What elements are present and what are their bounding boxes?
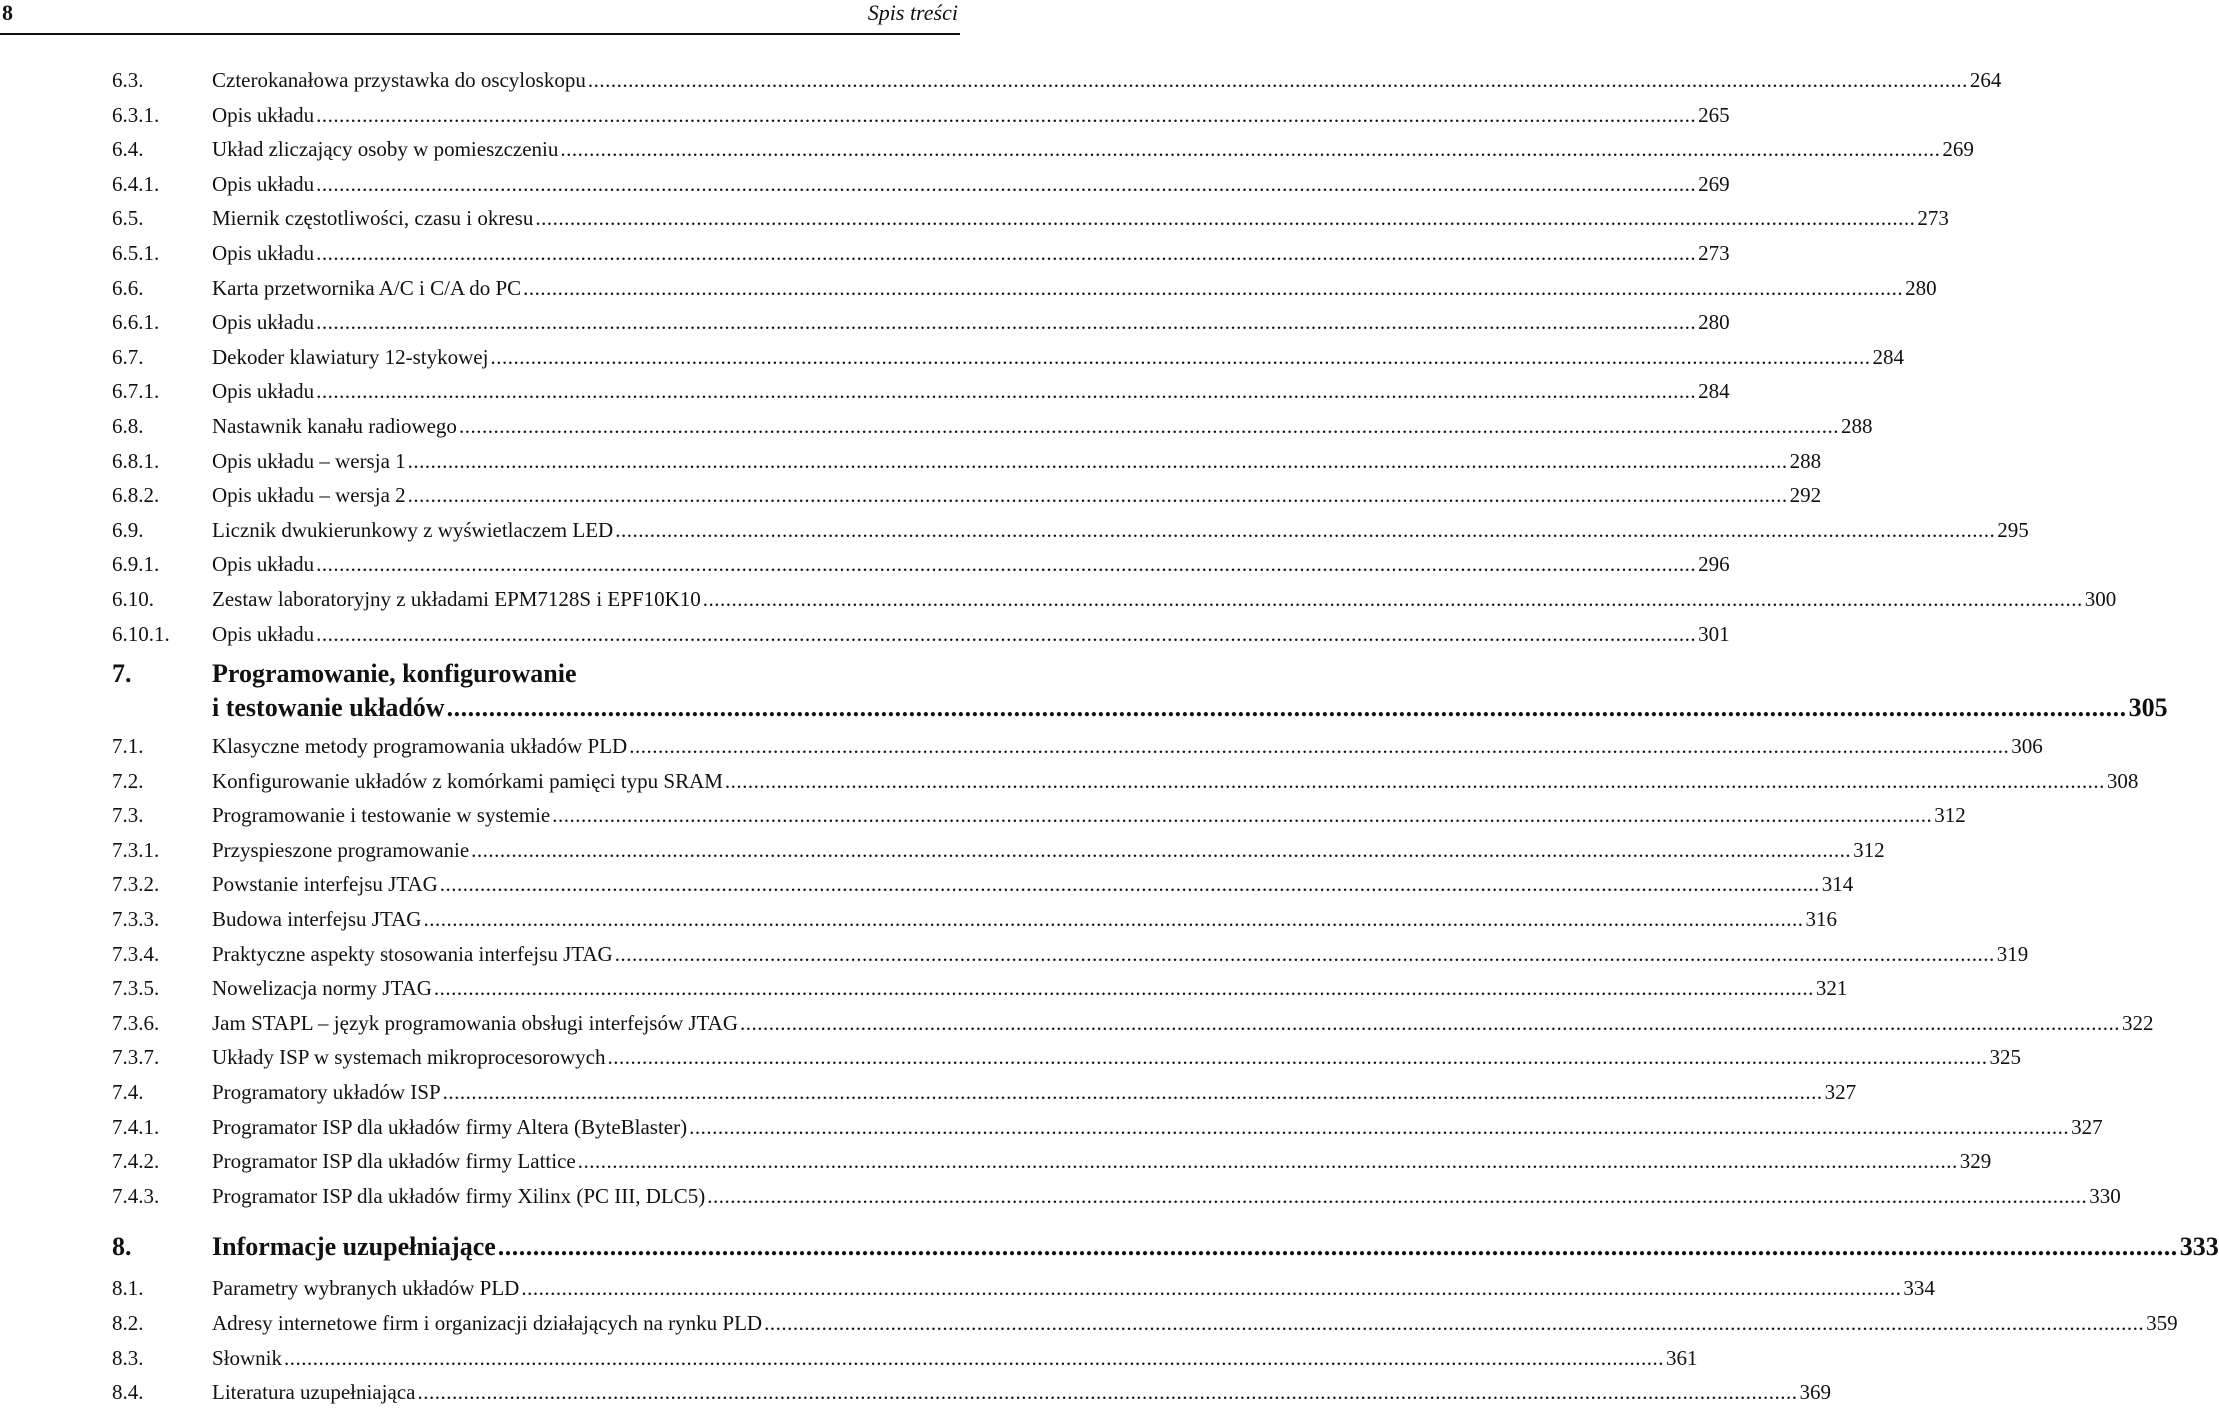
entry-title: Powstanie interfejsu JTAG [212,872,438,897]
entry-number: 6.8. [112,413,144,438]
entry-page: 319 [1996,941,2029,966]
entry-title: Licznik dwukierunkowy z wyświetlaczem LED [212,517,614,542]
entry-page: 322 [2122,1010,2154,1035]
entry-number: 7.4.2. [112,1149,160,1174]
page-number: 8 [2,0,13,25]
toc-entry[interactable] [112,444,1822,479]
entry-page: 264 [1969,68,2002,92]
toc-entry[interactable] [112,167,1730,202]
entry-title: Czterokanałowa przystawka do oscyloskopu [212,68,586,92]
entry-title: Dekoder klawiatury 12-stykowej [212,344,489,369]
entry-page: 301 [1698,621,1730,646]
dot-leader [740,1006,2120,1041]
entry-number: 6.8.1. [112,448,160,473]
toc-entry[interactable] [112,201,1949,236]
entry-number: 8.2. [112,1311,144,1335]
entry-page: 269 [1942,137,1974,162]
toc-entry[interactable] [112,902,1837,937]
entry-number: 7.3.2. [112,872,160,897]
entry-page: 269 [1698,171,1730,196]
toc-entry[interactable] [112,1144,1992,1179]
entry-title: Opis układu – wersja 2 [212,483,406,508]
dot-leader [588,63,1968,98]
entry-page: 280 [1905,275,1937,300]
entry-title: Nowelizacja normy JTAG [212,976,432,1001]
entry-number: 7.3.7. [112,1045,160,1070]
entry-page: 316 [1805,907,1837,932]
entry-page: 292 [1789,483,1822,508]
entry-number: 6.9.1. [112,552,160,577]
chapter-page: 305 [2128,693,2168,723]
dot-leader [471,833,1851,868]
toc-entry[interactable] [112,1306,2178,1341]
entry-title: Opis układu – wersja 1 [212,448,406,473]
entry-title: Zestaw laboratoryjny z układami EPM7128S i EPF10K10 [212,586,701,611]
entry-title: Układy ISP w systemach mikroprocesorowych [212,1045,606,1070]
dot-leader [316,236,1696,271]
entry-number: 7.3.1. [112,837,160,862]
toc-entry[interactable] [112,409,1873,444]
page-header [0,0,960,36]
header-rule [0,33,960,35]
dot-leader [417,1375,1797,1410]
entry-title: Budowa interfejsu JTAG [212,907,422,932]
toc-entry[interactable] [112,478,1822,513]
toc-entry[interactable] [112,132,1974,167]
toc-entry[interactable] [112,1110,2103,1145]
entry-title: Parametry wybranych układów PLD [212,1276,520,1301]
entry-page: 295 [1997,517,2029,542]
dot-leader [490,340,1870,375]
dot-leader [552,798,1932,833]
entry-page: 327 [1824,1080,1857,1105]
entry-number: 6.3.1. [112,102,160,127]
dot-leader [560,132,1940,167]
toc-entry[interactable] [112,582,2117,617]
dot-leader [615,513,1995,548]
chapter-number: 7. [112,659,132,689]
dot-leader [316,98,1696,133]
toc-entry[interactable] [112,1375,1831,1410]
toc-entry[interactable] [112,236,1730,271]
toc-entry[interactable] [112,971,1848,1006]
toc-entry[interactable] [112,98,1730,133]
entry-number: 6.10.1. [112,621,170,646]
entry-number: 7.1. [112,734,144,759]
toc-entry[interactable] [112,1075,1857,1110]
toc-entry[interactable] [112,867,1854,902]
dot-leader [725,764,2105,799]
entry-page: 273 [1917,206,1949,231]
toc-entry[interactable] [112,617,1730,652]
entry-number: 6.4.1. [112,171,160,196]
table-of-contents [112,63,2219,1410]
chapter-page: 333 [2179,1232,2219,1262]
entry-number: 6.7.1. [112,379,160,404]
dot-leader [434,971,1814,1006]
chapter-heading[interactable] [112,657,2168,725]
dot-leader [764,1306,2144,1341]
toc-entry[interactable] [112,1271,1935,1306]
entry-number: 7.3.6. [112,1010,160,1035]
entry-number: 6.4. [112,137,144,162]
dot-leader [629,729,2009,764]
chapter-title-line2: i testowanie układów [212,693,445,723]
entry-page: 334 [1903,1276,1935,1301]
toc-entry[interactable] [112,305,1730,340]
toc-entry[interactable] [112,547,1730,582]
toc-entry[interactable] [112,1341,1698,1376]
entry-page: 312 [1853,837,1885,862]
entry-number: 6.5.1. [112,240,160,265]
dot-leader [443,1075,1823,1110]
entry-page: 329 [1959,1149,1992,1174]
dot-leader [408,478,1788,513]
dot-leader [316,167,1696,202]
dot-leader [498,1227,2178,1267]
entry-number: 6.8.2. [112,483,160,508]
entry-page: 284 [1698,379,1730,404]
entry-number: 7.4.3. [112,1183,160,1208]
dot-leader [521,1271,1901,1306]
entry-page: 296 [1698,552,1730,577]
toc-entry[interactable] [112,764,2139,799]
entry-title: Opis układu [212,621,315,646]
dot-leader [316,305,1696,340]
entry-page: 361 [1666,1345,1698,1370]
entry-title: Programator ISP dla układów firmy Altera (ByteBlaster) [212,1114,688,1139]
dot-leader [447,691,2127,725]
entry-number: 6.7. [112,344,144,369]
entry-page: 265 [1698,102,1730,127]
dot-leader [578,1144,1958,1179]
entry-title: Słownik [212,1345,283,1370]
entry-number: 7.4. [112,1080,144,1105]
entry-title: Przyspieszone programowanie [212,837,470,862]
entry-number: 6.5. [112,206,144,231]
entry-title: Opis układu [212,310,315,335]
entry-title: Nastawnik kanału radiowego [212,413,457,438]
dot-leader [459,409,1839,444]
toc-entry[interactable] [112,340,1904,375]
entry-number: 6.3. [112,68,144,92]
toc-entry[interactable] [112,271,1937,306]
entry-title: Praktyczne aspekty stosowania interfejsu JTAG [212,941,613,966]
dot-leader [423,902,1803,937]
entry-page: 330 [2089,1183,2121,1208]
chapter-title-line1: Programowanie, konfigurowanie [212,659,577,689]
toc-entry[interactable] [112,63,2002,98]
entry-number: 7.2. [112,768,144,793]
entry-page: 288 [1789,448,1822,473]
entry-page: 288 [1840,413,1873,438]
dot-leader [408,444,1788,479]
entry-title: Opis układu [212,240,315,265]
dot-leader [523,271,1903,306]
entry-number: 8.3. [112,1345,144,1370]
dot-leader [284,1341,1664,1376]
dot-leader [316,547,1696,582]
entry-number: 6.9. [112,517,144,542]
entry-title: Opis układu [212,379,315,404]
entry-title: Programator ISP dla układów firmy Lattice [212,1149,576,1174]
entry-page: 359 [2146,1311,2178,1335]
entry-number: 7.4.1. [112,1114,160,1139]
dot-leader [535,201,1915,236]
chapter-number: 8. [112,1232,132,1262]
entry-page: 369 [1799,1380,1831,1405]
toc-entry[interactable] [112,798,1966,833]
entry-page: 308 [2106,768,2139,793]
entry-page: 321 [1815,976,1848,1001]
entry-page: 325 [1989,1045,2021,1070]
entry-title: Programatory układów ISP [212,1080,441,1105]
entry-page: 300 [2084,586,2117,611]
entry-page: 280 [1698,310,1730,335]
entry-number: 7.3. [112,803,144,828]
entry-title: Opis układu [212,552,315,577]
dot-leader [316,617,1696,652]
running-title: Spis treści [867,0,958,25]
entry-title: Układ zliczający osoby w pomieszczeniu [212,137,559,162]
entry-number: 6.6.1. [112,310,160,335]
entry-page: 327 [2071,1114,2103,1139]
toc-entry[interactable] [112,729,2043,764]
entry-title: Klasyczne metody programowania układów PLD [212,734,628,759]
entry-title: Literatura uzupełniająca [212,1380,416,1405]
toc-entry[interactable] [112,1040,2021,1075]
dot-leader [689,1110,2069,1145]
entry-title: Programator ISP dla układów firmy Xilinx (PC III, DLC5) [212,1183,706,1208]
entry-number: 8.1. [112,1276,144,1301]
entry-number: 6.10. [112,586,154,611]
entry-title: Karta przetwornika A/C i C/A do PC [212,275,522,300]
dot-leader [615,937,1995,972]
entry-page: 314 [1821,872,1854,897]
entry-page: 284 [1872,344,1904,369]
entry-number: 6.6. [112,275,144,300]
entry-title: Opis układu [212,102,315,127]
chapter-heading[interactable] [112,1227,2219,1267]
entry-number: 7.3.4. [112,941,160,966]
toc-entry[interactable] [112,833,1885,868]
entry-title: Opis układu [212,171,315,196]
chapter-title: Informacje uzupełniające [212,1232,496,1262]
dot-leader [703,582,2083,617]
entry-title: Jam STAPL – język programowania obsługi interfejsów JTAG [212,1010,739,1035]
entry-page: 312 [1934,803,1966,828]
entry-title: Programowanie i testowanie w systemie [212,803,551,828]
entry-page: 306 [2011,734,2043,759]
dot-leader [440,867,1820,902]
entry-title: Miernik częstotliwości, czasu i okresu [212,206,534,231]
entry-number: 7.3.5. [112,976,160,1001]
toc-entry[interactable] [112,513,2029,548]
entry-number: 7.3.3. [112,907,160,932]
dot-leader [316,374,1696,409]
toc-entry[interactable] [112,1179,2121,1214]
entry-number: 8.4. [112,1380,144,1405]
entry-page: 273 [1698,240,1730,265]
dot-leader [607,1040,1987,1075]
toc-entry[interactable] [112,1006,2154,1041]
entry-title: Adresy internetowe firm i organizacji działających na rynku PLD [212,1311,763,1335]
toc-entry[interactable] [112,937,2029,972]
dot-leader [707,1179,2087,1214]
toc-entry[interactable] [112,374,1730,409]
entry-title: Konfigurowanie układów z komórkami pamięci typu SRAM [212,768,723,793]
